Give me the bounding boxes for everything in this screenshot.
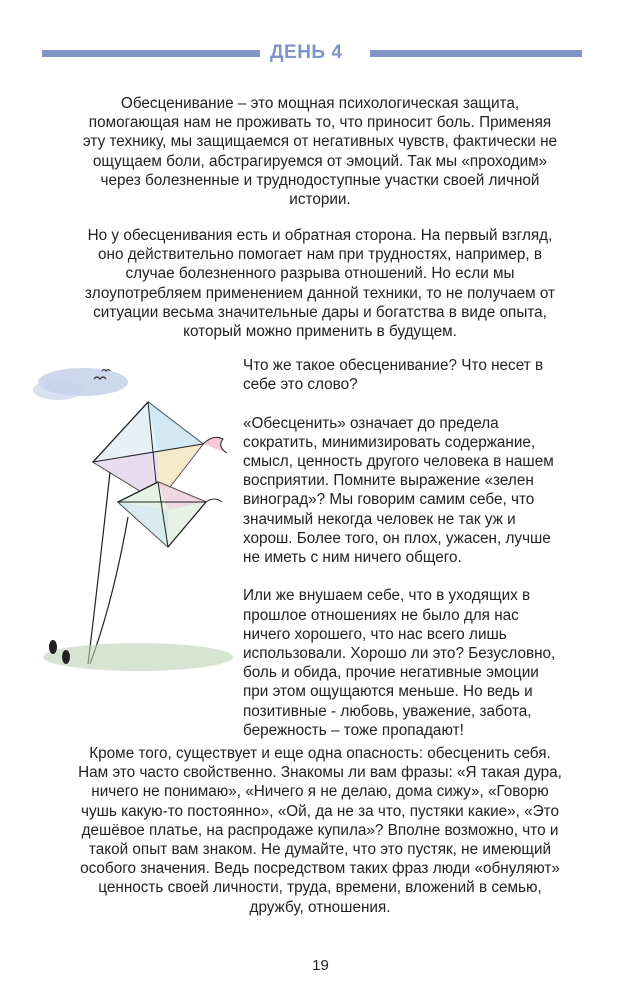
column-paragraph [243,586,603,740]
kite-string [88,472,110,664]
text-line: дешёвое платье, на распродаже купила»? Вполне возможно, что и [81,821,559,839]
kite-lower [118,482,222,547]
grass-cloud [43,643,233,671]
text-line: хорош. Более того, он плох, ужасен, лучше [243,529,551,547]
text-line: «Обесценить» означает до предела [243,414,499,432]
text-line: такой опыт вам знаком. Не думайте, что это пустяк, не имеющий [88,841,552,859]
definition-column [243,356,603,740]
day-header [0,40,641,66]
text-line: особого значения. Ведь посредством таких фраз люди «обнуляют» [80,860,560,878]
text-line: ничего не понимаю», «Ничего я не делаю, дома сижу», «Говорю [91,783,549,801]
text-line: себе это слово? [243,376,358,394]
text-line: ценность своей личности, труда, времени, вложений в семью, [98,879,542,897]
text-line: помогающая нам не проживать то, что приносит боль. Применяя [88,114,552,132]
text-line: Обесценивание – это мощная психологическая защита, [120,95,520,112]
text-line: позитивные - любовь, уважение, забота, [243,702,532,720]
day-title: ДЕНЬ 4 [270,42,343,63]
text-line: который можно применить в будущем. [183,323,457,341]
text-line: боль и обида, прочие негативные эмоции [243,664,539,682]
text-line: случае болезненного разрыва отношений. Но если мы [125,265,515,283]
paragraph-gap [243,567,603,586]
text-line: ощущаем боли, абстрагируемся от эмоций. Так мы «проходим» [92,152,548,170]
text-line: при этом ощущаются меньше. Но ведь и [243,683,533,701]
cloud-top [33,368,128,400]
downside-paragraph [40,226,600,341]
text-line: злоупотребляем применением данной техники, то не получаем от [84,284,556,302]
text-line: истории. [289,191,351,209]
page-number: 19 [312,957,329,974]
text-line: оно действительно помогает нам при трудностях, например, в [98,246,542,264]
kites-illustration [28,352,233,677]
text-line: ничего хорошего, что нас всего лишь [243,625,507,643]
text-line: Кроме того, существует и еще одна опасность: обесценить себя. [89,745,551,762]
text-line: эту технику, мы защищаемся от негативных чувств, фактически не [82,133,558,151]
paragraph-gap [243,394,603,413]
text-line: сократить, минимизировать содержание, [243,433,536,451]
header-rule-left [42,50,260,57]
text-line: прошлое отношениях не было для нас [243,606,519,624]
text-line: бережность – тоже пропадают! [243,721,464,739]
text-line: через болезненные и труднодоступные участки своей личной [100,171,540,189]
text-line: ситуации весьма значительные дары и богатства в виде опыта, [93,303,547,321]
intro-paragraph [40,94,600,209]
text-line: не иметь с ним ничего общего. [243,549,462,567]
column-paragraph [243,356,603,394]
text-line: смысл, ценность другого человека в нашем [243,453,554,470]
kite-string [90,517,128,664]
text-line: чушь какую-то постоянно», «Ой, да не за что, пустяки какие», «Это [80,802,560,820]
text-line: Но у обесценивания есть и обратная сторона. На первый взгляд, [87,227,553,244]
self-devaluation-paragraph [40,744,600,917]
column-paragraph [243,414,603,568]
text-line: Нам это часто свойственно. Знакомы ли вам фразы: «Я такая дура, [78,764,562,782]
text-line: использовали. Хорошо ли это? Безусловно, [243,645,556,663]
text-line: Или же внушаем себе, что в уходящих в [243,587,531,605]
text-line: виноград»? Мы говорим самим себе, что [243,491,535,509]
text-line: значимый некогда человек не так уж и [243,510,516,528]
text-line: дружбу, отношения. [249,898,391,916]
text-line: восприятии. Помните выражение «зелен [243,472,534,490]
text-line: Что же такое обесценивание? Что несет в [243,357,544,374]
header-rule-right [370,50,582,57]
